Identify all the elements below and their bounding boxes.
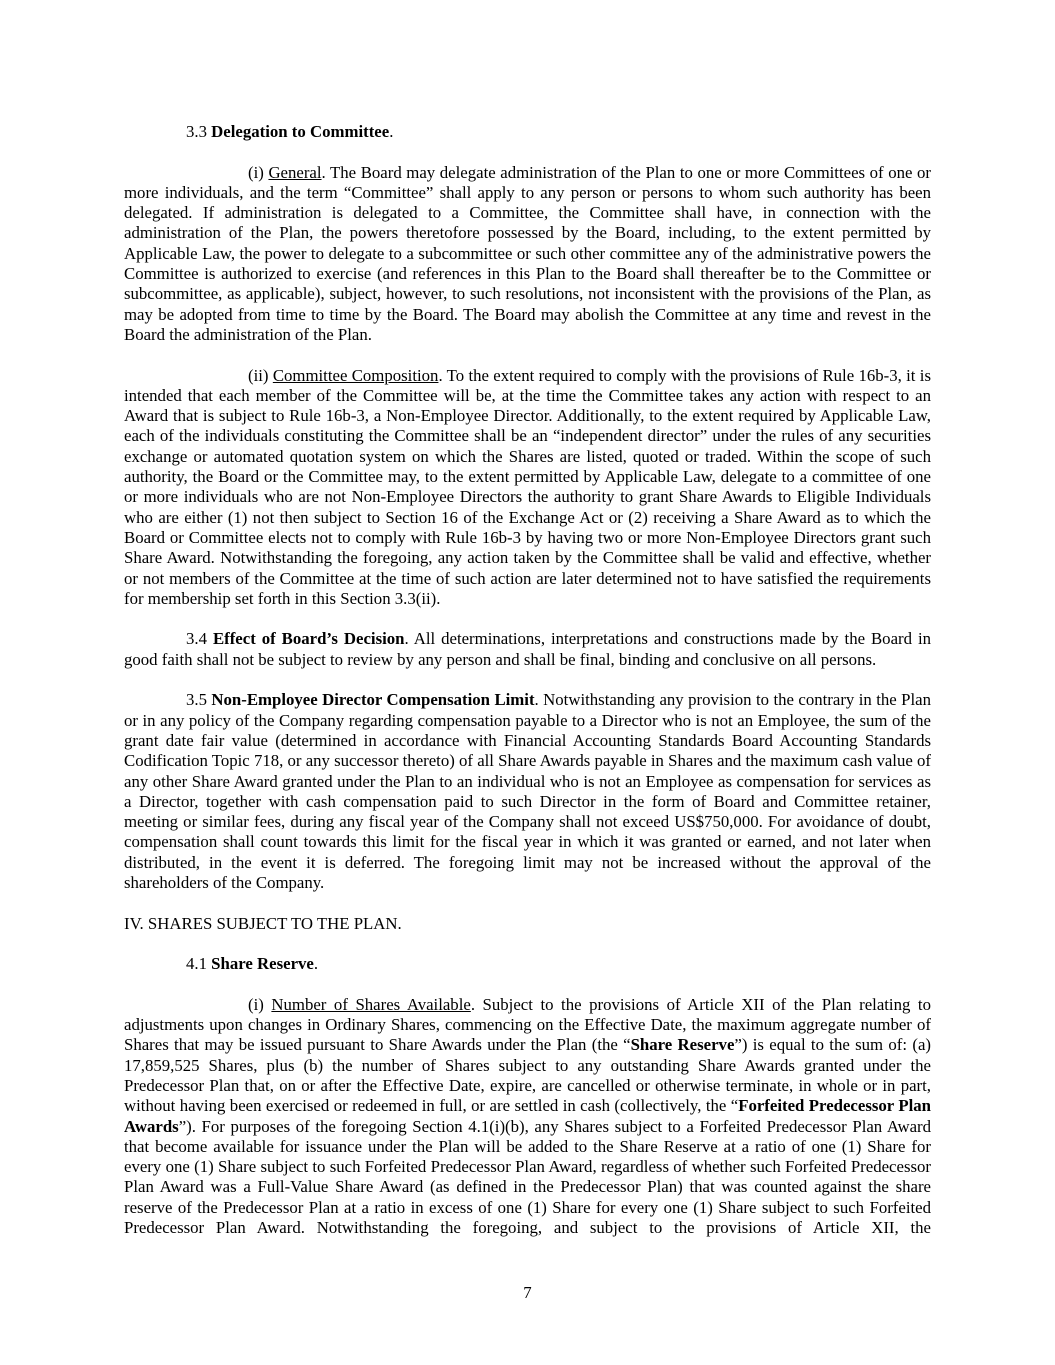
document-body	[124, 122, 931, 1238]
text-segment: 3.3	[186, 122, 212, 141]
text-segment: ”) is equal to the sum of: (a) 17,859,525 Shares, plus (b) the number of Shares subject to any outstanding Share Awards granted under the Predecessor Plan that, on or after the Effective Date, expire, are cancelled or otherwise terminate, in whole or in part, without having been exercised or redeemed in full, or are settled in cash (collectively, the “	[124, 1035, 931, 1116]
text-segment: 4.1	[186, 954, 212, 974]
text-segment: General	[268, 162, 322, 182]
article-iv-heading	[124, 914, 931, 934]
text-segment: . All determinations, interpretations and constructions made by the Board in good faith shall not be subject to review by any person and shall be final, binding and conclusive on all persons.	[124, 629, 932, 669]
text-segment: Committee Composition	[272, 365, 439, 385]
text-segment: (ii)	[248, 365, 273, 385]
text-segment: (i)	[248, 994, 272, 1014]
text-segment: Delegation to Committee	[211, 122, 390, 141]
text-segment: .	[313, 954, 319, 974]
text-segment: Effect of Board’s Decision	[212, 629, 405, 649]
para-3-5-director-compensation-limit	[124, 690, 931, 893]
section-4-1-heading	[124, 954, 931, 974]
text-segment: 3.4	[186, 629, 213, 649]
text-segment: Non-Employee Director Compensation Limit	[211, 690, 535, 710]
text-segment: Share Reserve	[211, 954, 314, 974]
text-segment: (i)	[248, 162, 269, 182]
para-3-3-i-general	[124, 163, 931, 346]
text-segment: . The Board may delegate administration of the Plan to one or more Committees of one or more individuals, and the term “Committee” shall apply to any person or persons to whom such authority has been delegated. If administration is delegated to a Committee, the Committee shall have, in connection with the administration of the Plan, the powers theretofore possessed by the Board, including, to the extent permitted by Applicable Law, the power to delegate to a subcommittee or such other committee any of the administrative powers the Committee is authorized to exercise (and references in this Plan to the Board shall thereafter be to the Committee or subcommittee, as applicable), subject, however, to such resolutions, not inconsistent with the provisions of the Plan, as may be adopted from time to time by the Board. The Board may abolish the Committee at any time and revest in the Board the administration of the Plan.	[124, 162, 931, 344]
page-number: 7	[523, 1282, 532, 1302]
text-segment: . Subject to the provisions of Article XII of the Plan relating to adjustments upon changes in Ordinary Shares, commencing on the Effective Date, the maximum aggregate number of Shares that may be issued pursuant to Share Awards under the Plan (the “	[124, 994, 931, 1055]
para-4-1-i-number-of-shares-available	[124, 995, 931, 1239]
text-segment: ”). For purposes of the foregoing Section 4.1(i)(b), any Shares subject to a Forfeited Predecessor Plan Award that become available for issuance under the Plan will be added to the Share Reserve at a ratio of one (1) Share for every one (1) Share subject to such Forfeited Predecessor Plan Award, regardless of whether such Forfeited Predecessor Plan Award was a Full-Value Share Award (as defined in the Predecessor Plan) that was counted against the share reserve of the Predecessor Plan at a ratio in excess of one (1) Share for every one (1) Share subject to such Forfeited Predecessor Plan Award. Notwithstanding the foregoing, and subject to the provisions of Article XII, the	[124, 1116, 931, 1238]
text-segment: Forfeited Predecessor Plan Awards	[124, 1096, 931, 1136]
text-segment: 3.5	[186, 690, 212, 710]
text-segment: . Notwithstanding any provision to the contrary in the Plan or in any policy of the Company regarding compensation payable to a Director who is not an Employee, the sum of the grant date fair value (determined in accordance with Financial Accounting Standards Board Accounting Standards Codification Topic 718, or any successor thereto) of all Share Awards payable in Shares and the maximum cash value of any other Share Award granted under the Plan to an individual who is not an Employee as compensation for services as a Director, together with cash compensation paid to such Director in the form of Board and Committee retainer, meeting or similar fees, during any fiscal year of the Company shall not exceed US$750,000. For avoidance of doubt, compensation shall count towards this limit for the fiscal year in which it was granted or earned, and not later when distributed, in the event it is deferred. The foregoing limit may not be increased without the approval of the shareholders of the Company.	[124, 690, 931, 892]
text-segment: .	[389, 122, 394, 141]
text-segment: IV. SHARES SUBJECT TO THE PLAN.	[124, 913, 402, 933]
text-segment: Share Reserve	[630, 1035, 735, 1055]
text-segment: Number of Shares Available	[271, 994, 471, 1014]
para-3-4-effect-of-boards-decision	[124, 629, 931, 670]
section-3-3-heading	[124, 122, 931, 142]
para-3-3-ii-committee-composition	[124, 366, 931, 610]
text-segment: . To the extent required to comply with the provisions of Rule 16b-3, it is intended that each member of the Committee will be, at the time the Committee takes any action with respect to an Award that is subject to Rule 16b-3, a Non-Employee Director. Additionally, to the extent required by Applicable Law, each of the individuals constituting the Committee shall be an “independent director” under the rules of any securities exchange or automated quotation system on which the Shares are listed, quoted or traded. Within the scope of such authority, the Board or the Committee may, to the extent permitted by Applicable Law, delegate to a committee of one or more individuals who are not Non-Employee Directors the authority to grant Share Awards to Eligible Individuals who are either (1) not then subject to Section 16 of the Exchange Act or (2) receiving a Share Award as to which the Board or Committee elects not to comply with Rule 16b-3 by having two or more Non-Employee Directors grant such Share Award. Notwithstanding the foregoing, any action taken by the Committee shall be valid and effective, whether or not members of the Committee at the time of such action are later determined not to have satisfied the requirements for membership set forth in this Section 3.3(ii).	[124, 365, 931, 608]
